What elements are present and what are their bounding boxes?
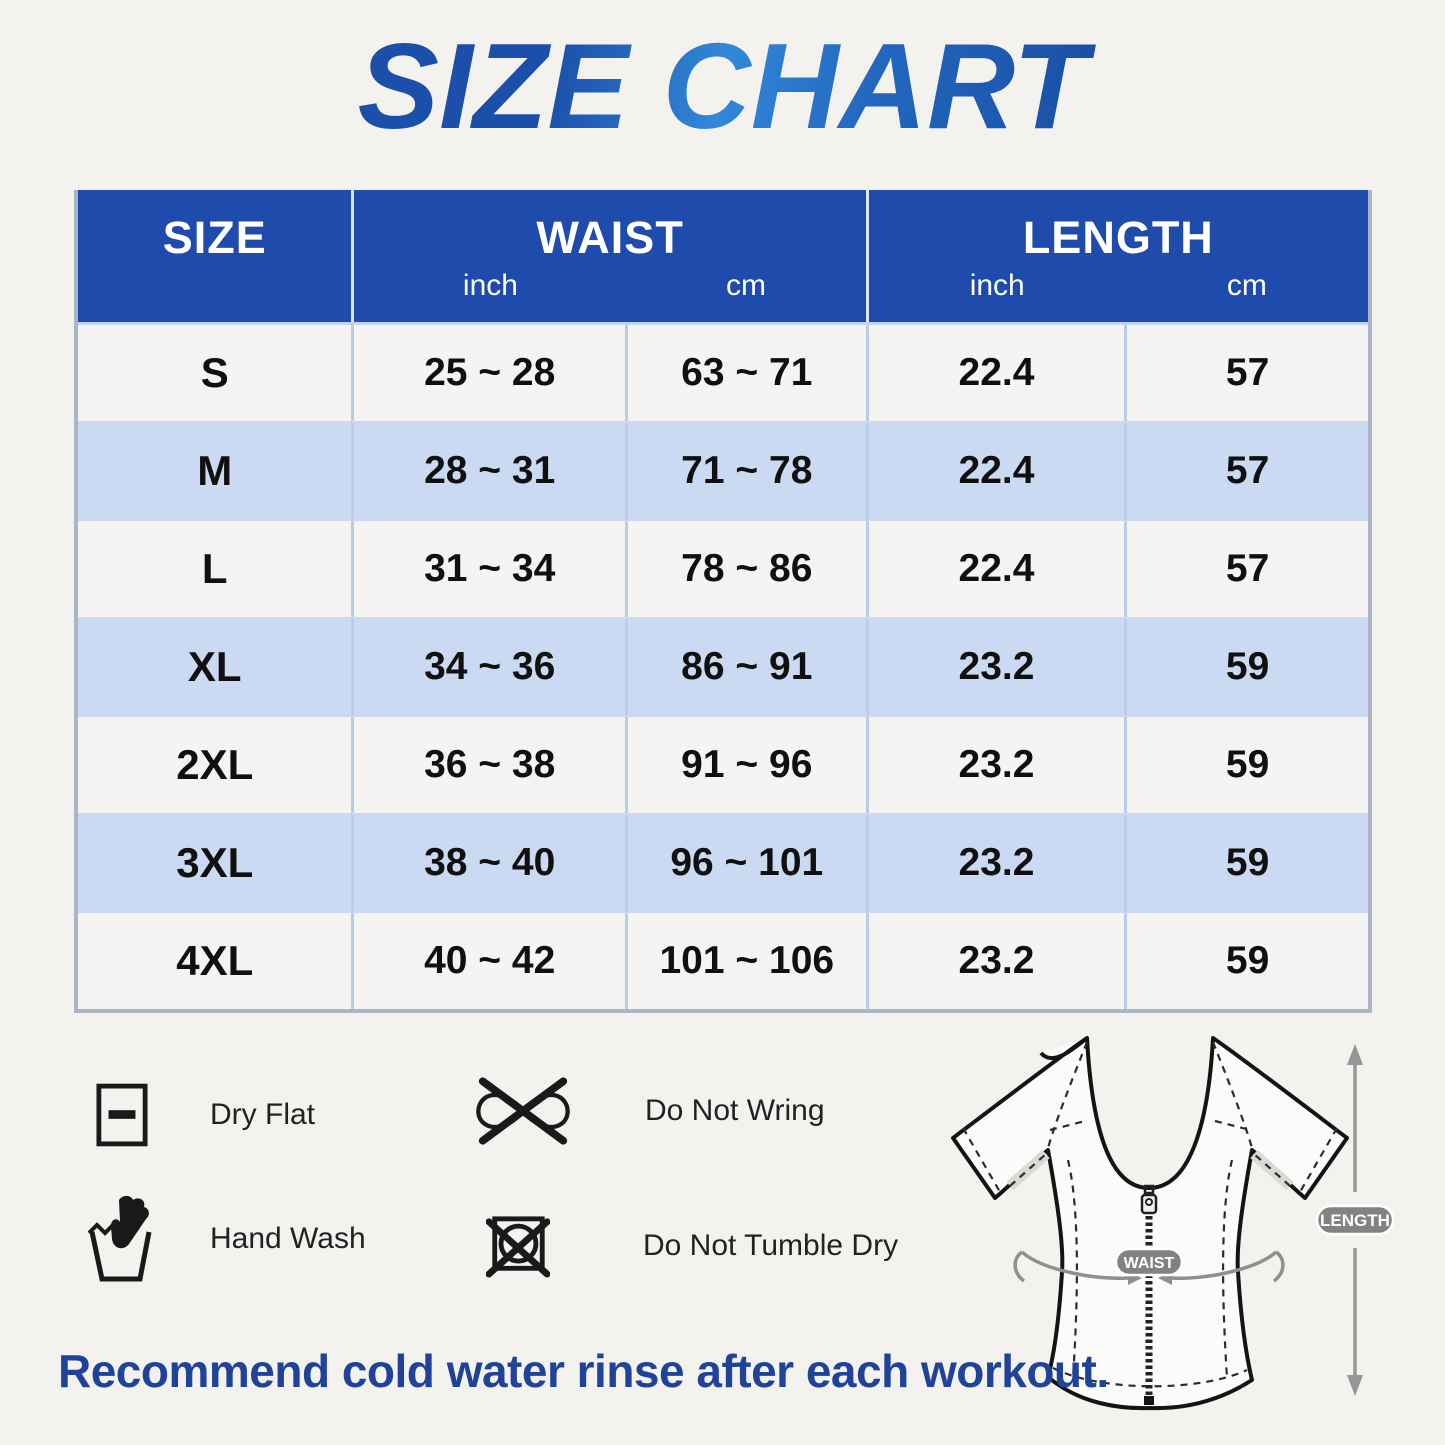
do-not-tumble-dry-icon [486, 1212, 550, 1280]
size-cell: 3XL [176, 839, 254, 886]
waist-cm-cell: 71 ~ 78 [625, 423, 866, 519]
waist-unit-inch: inch [462, 269, 518, 302]
svg-text:WAIST: WAIST [1123, 1255, 1175, 1272]
table-row-2xl [78, 715, 1368, 813]
length-badge [1317, 1206, 1393, 1234]
length-cm-cell: 59 [1124, 815, 1368, 911]
table-row-4xl [78, 911, 1368, 1009]
care-label: Do Not Tumble Dry [643, 1229, 899, 1262]
header-cell-waist [351, 190, 865, 322]
header-cell-length [866, 190, 1368, 322]
waist-cm-cell: 86 ~ 91 [625, 619, 866, 715]
table-body [78, 322, 1368, 1009]
size-cell: L [201, 545, 228, 592]
size-cell: XL [187, 643, 242, 690]
waist-cm-cell: 91 ~ 96 [625, 717, 866, 813]
size-cell: 2XL [176, 741, 254, 788]
length-cm-cell: 59 [1124, 619, 1368, 715]
length-inch-cell: 23.2 [866, 815, 1125, 911]
care-label: Dry Flat [210, 1098, 315, 1131]
length-unit-cm: cm [1226, 269, 1267, 302]
table-row-3xl [78, 813, 1368, 911]
size-cell: 4XL [176, 937, 254, 984]
length-cm-cell: 57 [1124, 423, 1368, 519]
waist-units [354, 269, 865, 303]
length-inch-cell: 22.4 [866, 325, 1125, 421]
length-inch-cell: 22.4 [866, 521, 1125, 617]
dry-flat-icon [96, 1083, 148, 1147]
svg-text:LENGTH: LENGTH [1320, 1211, 1390, 1230]
table-row-l [78, 519, 1368, 617]
care-label: Hand Wash [210, 1222, 366, 1255]
care-item-do-not-tumble-dry [486, 1212, 898, 1280]
waist-inch-cell: 28 ~ 31 [351, 423, 624, 519]
waist-cm-cell: 78 ~ 86 [625, 521, 866, 617]
length-inch-cell: 23.2 [866, 619, 1125, 715]
waist-cm-cell: 96 ~ 101 [625, 815, 866, 911]
waist-unit-cm: cm [726, 269, 767, 302]
length-inch-cell: 23.2 [866, 913, 1125, 1009]
footer-note: Recommend cold water rinse after each workout. [58, 1345, 1109, 1397]
table-header-row [78, 190, 1368, 322]
length-units [869, 269, 1368, 303]
table-row-xl [78, 617, 1368, 715]
waist-inch-cell: 36 ~ 38 [351, 717, 624, 813]
waist-column-header: WAIST [536, 212, 684, 263]
length-cm-cell: 59 [1124, 913, 1368, 1009]
size-cell: S [200, 349, 229, 396]
hand-wash-icon [88, 1195, 152, 1283]
care-item-do-not-wring [475, 1077, 825, 1145]
waist-badge [1116, 1249, 1182, 1275]
waist-cm-cell: 101 ~ 106 [625, 913, 866, 1009]
size-cell: M [197, 447, 233, 494]
waist-inch-cell: 40 ~ 42 [351, 913, 624, 1009]
care-item-dry-flat [96, 1083, 315, 1147]
waist-inch-cell: 25 ~ 28 [351, 325, 624, 421]
care-item-hand-wash [88, 1195, 366, 1283]
size-chart-table [74, 190, 1372, 1013]
length-column-header: LENGTH [1022, 212, 1214, 263]
waist-inch-cell: 31 ~ 34 [351, 521, 624, 617]
waist-cm-cell: 63 ~ 71 [625, 325, 866, 421]
do-not-wring-icon [475, 1077, 571, 1145]
length-cm-cell: 57 [1124, 325, 1368, 421]
length-unit-inch: inch [969, 269, 1025, 302]
table-row-s [78, 325, 1368, 421]
length-cm-cell: 59 [1124, 717, 1368, 813]
header-cell-size [78, 190, 351, 322]
size-column-header: SIZE [162, 212, 267, 263]
length-inch-cell: 23.2 [866, 717, 1125, 813]
page-title: SIZE CHART [0, 16, 1445, 156]
table-row-m [78, 421, 1368, 519]
length-cm-cell: 57 [1124, 521, 1368, 617]
waist-inch-cell: 34 ~ 36 [351, 619, 624, 715]
length-inch-cell: 22.4 [866, 423, 1125, 519]
care-label: Do Not Wring [645, 1094, 825, 1127]
waist-inch-cell: 38 ~ 40 [351, 815, 624, 911]
